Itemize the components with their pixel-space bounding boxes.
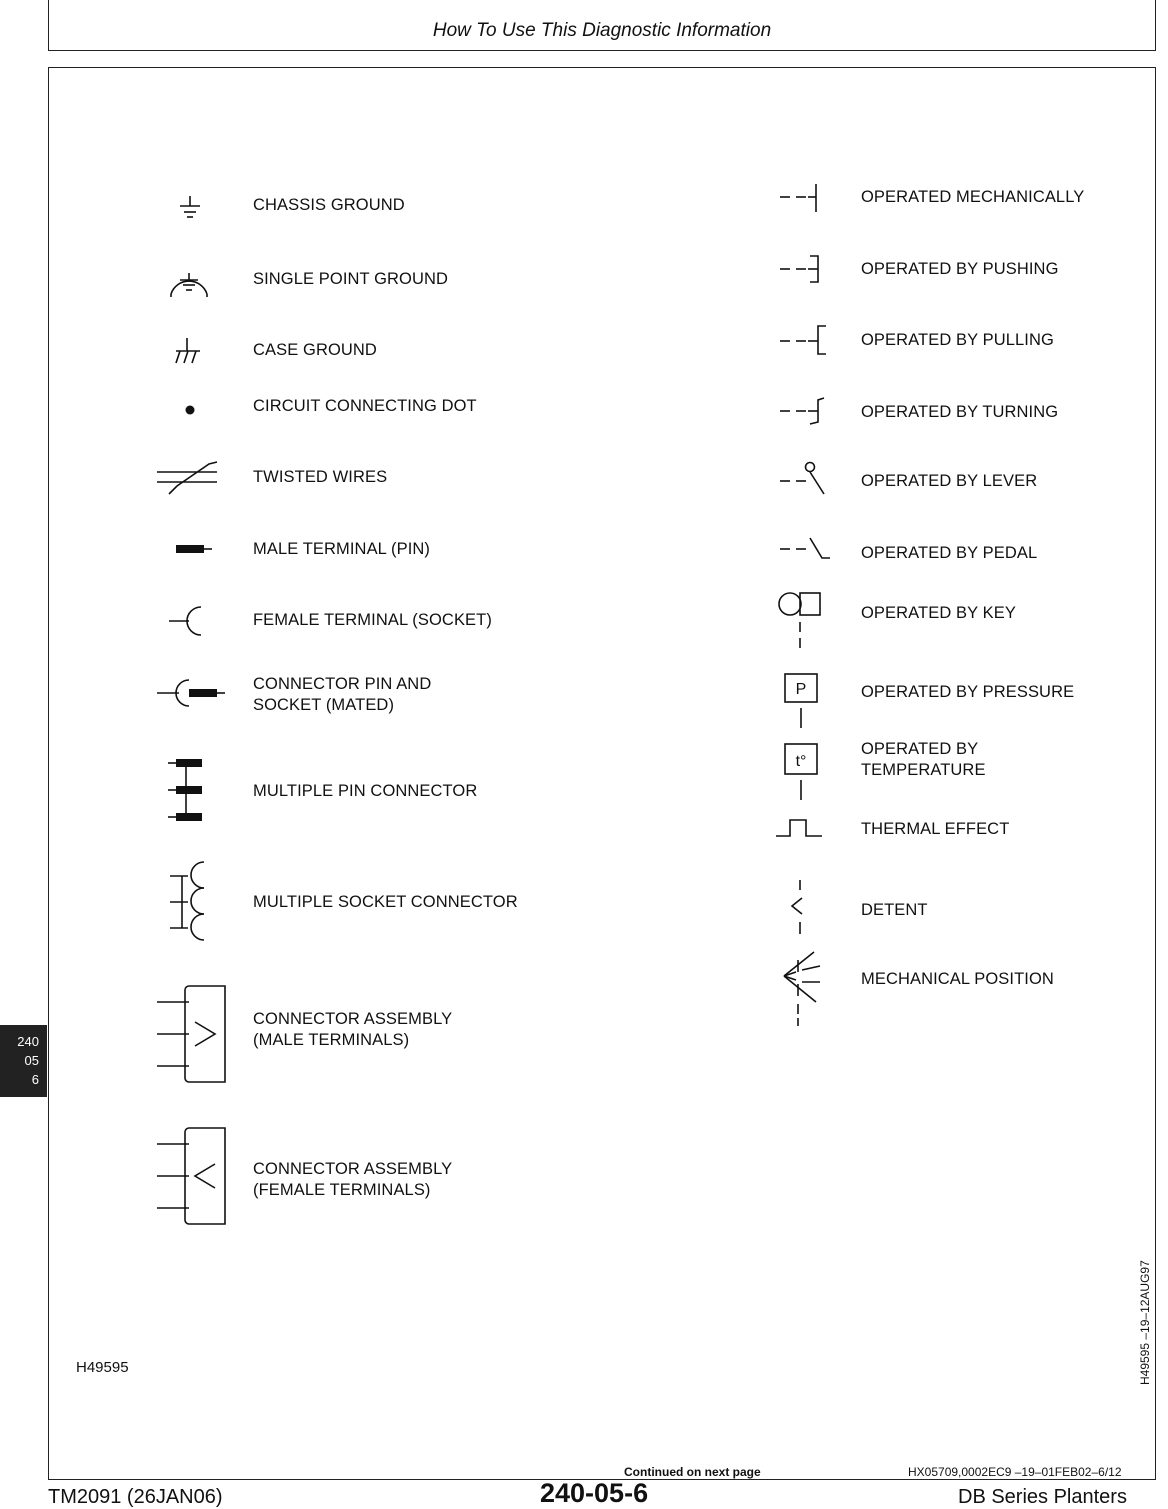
label-connector-pin-socket: CONNECTOR PIN AND: [253, 675, 432, 693]
tab-line-1: 240: [17, 1034, 39, 1049]
tab-line-3: 6: [31, 1072, 39, 1087]
case-ground-icon: [172, 338, 202, 366]
label-single-point-ground: SINGLE POINT GROUND: [253, 270, 449, 288]
label-operated-by-pushing: OPERATED BY PUSHING: [861, 260, 1059, 278]
label-connector-assembly-male-line2: (MALE TERMINALS): [253, 1031, 410, 1049]
mechanical-position-icon: [780, 950, 830, 1030]
operated-by-lever-icon: [778, 460, 830, 498]
connector-assembly-female-icon: [155, 1126, 235, 1228]
operated-by-pedal-icon: [778, 534, 830, 568]
circuit-connecting-dot-icon: [183, 403, 197, 417]
label-operated-by-pulling: OPERATED BY PULLING: [861, 331, 1054, 349]
operated-by-pressure-icon: [782, 672, 822, 732]
label-operated-by-temperature-line2: TEMPERATURE: [861, 761, 986, 779]
label-operated-mechanically: OPERATED MECHANICALLY: [861, 188, 1085, 206]
svg-text:t°: t°: [795, 753, 807, 770]
section-tab: [0, 1025, 47, 1097]
chassis-ground-icon: [176, 196, 206, 224]
label-connector-assembly-male: CONNECTOR ASSEMBLY: [253, 1010, 453, 1028]
twisted-wires-icon: [155, 460, 225, 498]
multiple-socket-connector-icon: [166, 858, 216, 946]
operated-mechanically-icon: [778, 182, 828, 216]
operated-by-temperature-icon: [782, 742, 822, 802]
tab-line-2: 05: [24, 1053, 39, 1068]
operated-by-pushing-icon: [778, 254, 828, 288]
operated-by-key-icon: [778, 588, 826, 650]
label-female-terminal: FEMALE TERMINAL (SOCKET): [253, 611, 492, 629]
svg-text:P: P: [795, 681, 807, 698]
label-case-ground: CASE GROUND: [253, 341, 377, 359]
label-detent: DETENT: [861, 901, 928, 919]
label-multiple-pin-connector: MULTIPLE PIN CONNECTOR: [253, 782, 478, 800]
label-operated-by-turning: OPERATED BY TURNING: [861, 403, 1059, 421]
female-terminal-icon: [167, 605, 207, 637]
multiple-pin-connector-icon: [164, 756, 214, 826]
male-terminal-icon: [174, 542, 214, 556]
label-thermal-effect: THERMAL EFFECT: [861, 820, 1010, 838]
label-connector-assembly-female: CONNECTOR ASSEMBLY: [253, 1160, 453, 1178]
label-operated-by-key: OPERATED BY KEY: [861, 604, 1016, 622]
figure-id: H49595: [76, 1359, 129, 1376]
document-code: HX05709,0002EC9 –19–01FEB02–6/12: [908, 1465, 1122, 1479]
connector-assembly-male-icon: [155, 984, 235, 1086]
continued-note: Continued on next page: [624, 1465, 761, 1479]
label-operated-by-pedal: OPERATED BY PEDAL: [861, 544, 1038, 562]
figure-side-code: H49595 –19–12AUG97: [1138, 1260, 1152, 1385]
footer-product-name: DB Series Planters: [958, 1486, 1127, 1508]
connector-pin-socket-icon: [155, 678, 227, 710]
footer-manual-id: TM2091 (26JAN06): [48, 1486, 223, 1508]
label-multiple-socket-connector: MULTIPLE SOCKET CONNECTOR: [253, 893, 518, 911]
single-point-ground-icon: [168, 267, 212, 299]
page-number: 240-05-6: [540, 1478, 649, 1508]
header-title: How To Use This Diagnostic Information: [432, 20, 772, 41]
page-header: [48, 0, 1156, 51]
label-male-terminal: MALE TERMINAL (PIN): [253, 540, 431, 558]
label-chassis-ground: CHASSIS GROUND: [253, 196, 405, 214]
label-operated-by-temperature: OPERATED BY: [861, 740, 979, 758]
label-circuit-connecting-dot: CIRCUIT CONNECTING DOT: [253, 397, 477, 415]
detent-icon: [788, 878, 808, 940]
label-mechanical-position: MECHANICAL POSITION: [861, 970, 1054, 988]
operated-by-pulling-icon: [778, 324, 830, 360]
label-connector-pin-socket-line2: SOCKET (MATED): [253, 696, 395, 714]
label-connector-assembly-female-line2: (FEMALE TERMINALS): [253, 1181, 431, 1199]
label-twisted-wires: TWISTED WIRES: [253, 468, 388, 486]
thermal-effect-icon: [774, 816, 826, 840]
label-operated-by-lever: OPERATED BY LEVER: [861, 472, 1038, 490]
label-operated-by-pressure: OPERATED BY PRESSURE: [861, 683, 1075, 701]
operated-by-turning-icon: [778, 396, 830, 432]
